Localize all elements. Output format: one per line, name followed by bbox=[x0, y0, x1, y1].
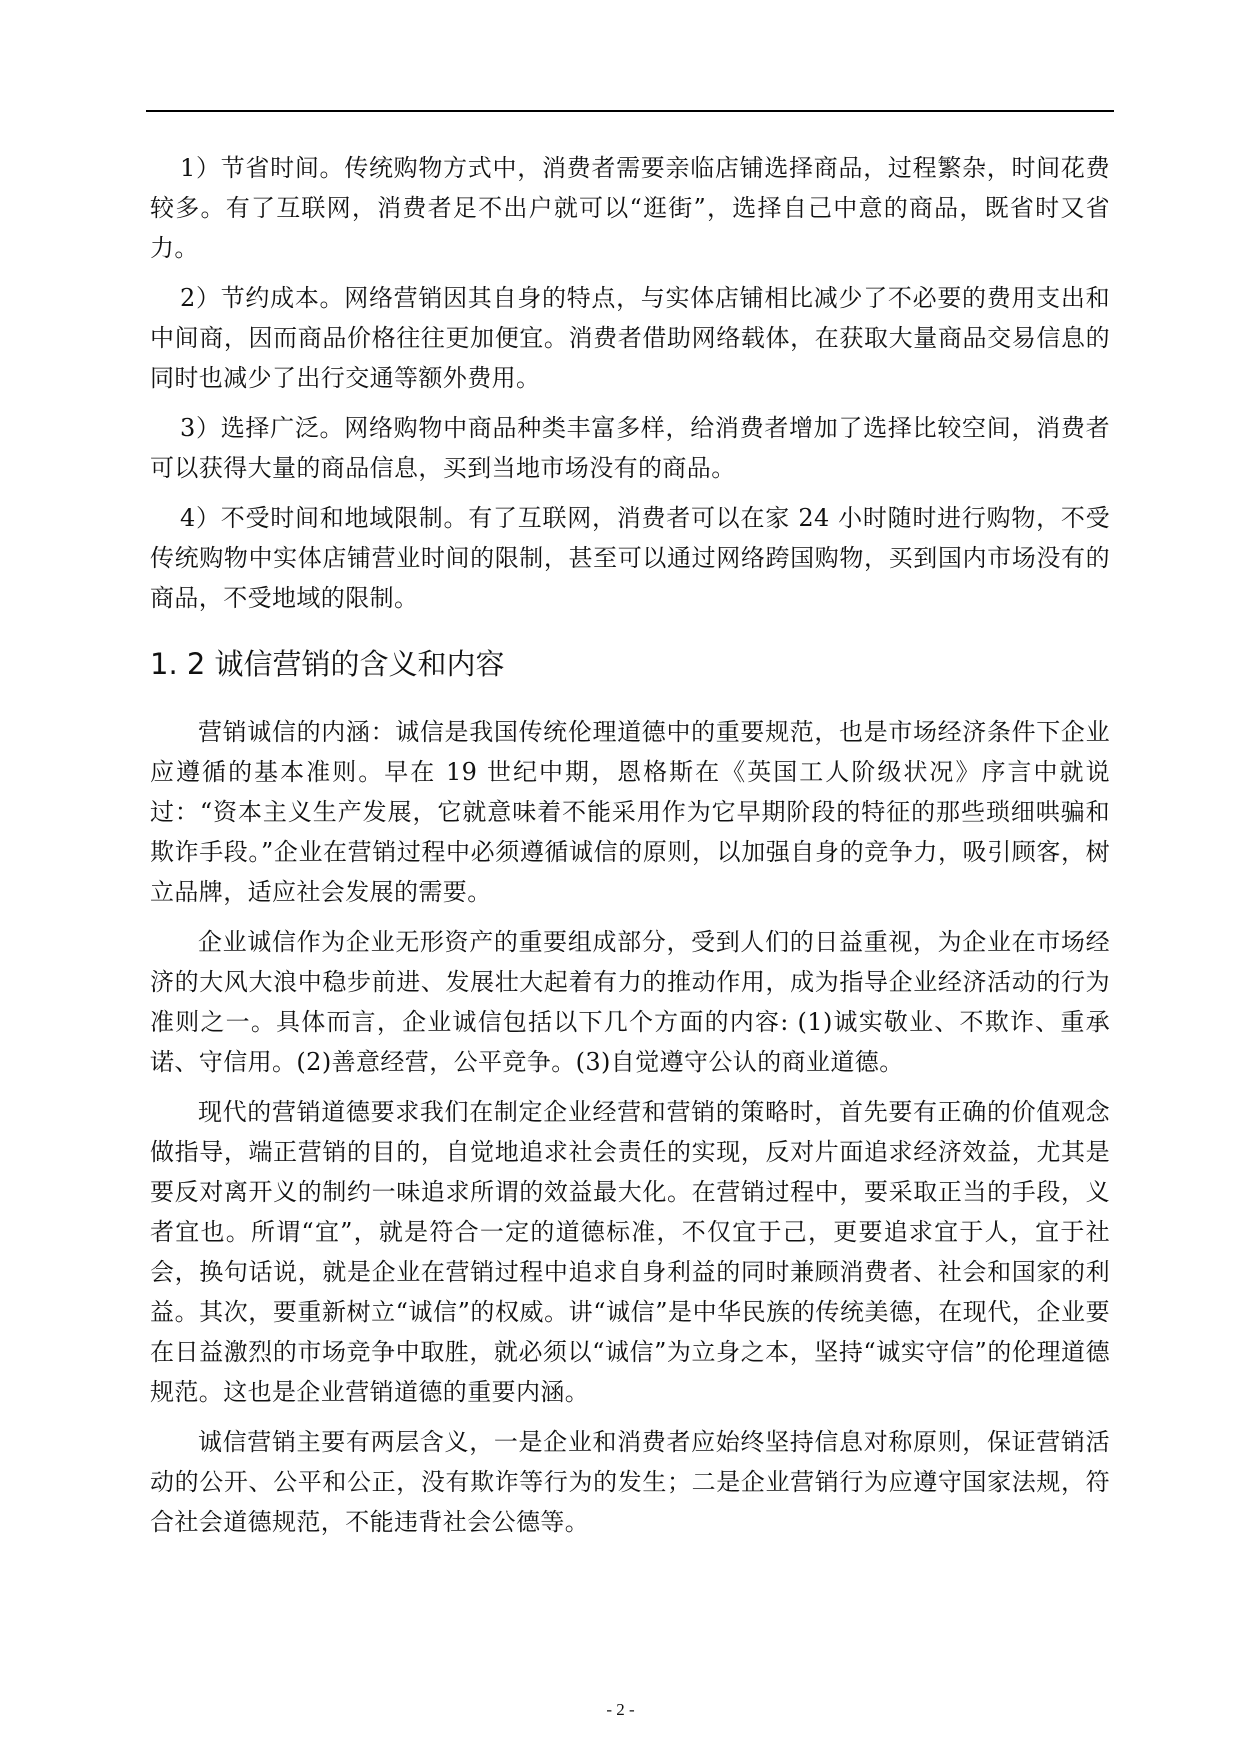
body-paragraph-1: 营销诚信的内涵：诚信是我国传统伦理道德中的重要规范，也是市场经济条件下企业应遵循的基本准则。早在 19 世纪中期，恩格斯在《英国工人阶级状况》序言中就说过：“资本主义生产发展，它就意味着不能采用作为它早期阶段的特征的那些琐细哄骗和欺诈手段。”企业在营销过程中必须遵循诚信的原则，以加强自身的竞争力，吸引顾客，树立品牌，适应社会发展的需要。 bbox=[150, 718, 1110, 906]
list-paragraph-1: 1）节省时间。传统购物方式中，消费者需要亲临店铺选择商品，过程繁杂，时间花费较多。有了互联网，消费者足不出户就可以“逛街”，选择自己中意的商品，既省时又省力。 bbox=[150, 154, 1110, 262]
list-paragraph-4: 4）不受时间和地域限制。有了互联网，消费者可以在家 24 小时随时进行购物，不受传统购物中实体店铺营业时间的限制，甚至可以通过网络跨国购物，买到国内市场没有的商品，不受地域的限制。 bbox=[150, 504, 1110, 612]
section-heading: 1. 2 诚信营销的含义和内容 bbox=[150, 647, 505, 681]
list-paragraph-3: 3）选择广泛。网络购物中商品种类丰富多样，给消费者增加了选择比较空间，消费者可以获得大量的商品信息，买到当地市场没有的商品。 bbox=[150, 414, 1110, 482]
body-paragraph-4: 诚信营销主要有两层含义，一是企业和消费者应始终坚持信息对称原则，保证营销活动的公开、公平和公正，没有欺诈等行为的发生；二是企业营销行为应遵守国家法规，符合社会道德规范，不能违背社会公德等。 bbox=[150, 1428, 1110, 1536]
page-number: - 2 - bbox=[606, 1700, 635, 1719]
page-content bbox=[150, 148, 1110, 1552]
list-paragraph-2: 2）节约成本。网络营销因其自身的特点，与实体店铺相比减少了不必要的费用支出和中间商，因而商品价格往往更加便宜。消费者借助网络载体，在获取大量商品交易信息的同时也减少了出行交通等额外费用。 bbox=[150, 284, 1110, 392]
body-paragraph-3: 现代的营销道德要求我们在制定企业经营和营销的策略时，首先要有正确的价值观念做指导，端正营销的目的，自觉地追求社会责任的实现，反对片面追求经济效益，尤其是要反对离开义的制约一味追求所谓的效益最大化。在营销过程中，要采取正当的手段，义者宜也。所谓“宜”，就是符合一定的道德标准，不仅宜于己，更要追求宜于人，宜于社会，换句话说，就是企业在营销过程中追求自身利益的同时兼顾消费者、社会和国家的利益。其次，要重新树立“诚信”的权威。讲“诚信”是中华民族的传统美德，在现代，企业要在日益激烈的市场竞争中取胜，就必须以“诚信”为立身之本，坚持“诚实守信”的伦理道德规范。这也是企业营销道德的重要内涵。 bbox=[150, 1098, 1110, 1406]
body-paragraph-2: 企业诚信作为企业无形资产的重要组成部分，受到人们的日益重视，为企业在市场经济的大风大浪中稳步前进、发展壮大起着有力的推动作用，成为指导企业经济活动的行为准则之一。具体而言，企业诚信包括以下几个方面的内容: (1)诚实敬业、不欺诈、重承诺、守信用。(2)善意经营，公平竞争。(3)自觉遵守公认的商业道德。 bbox=[150, 928, 1110, 1076]
header-rule bbox=[146, 110, 1114, 112]
